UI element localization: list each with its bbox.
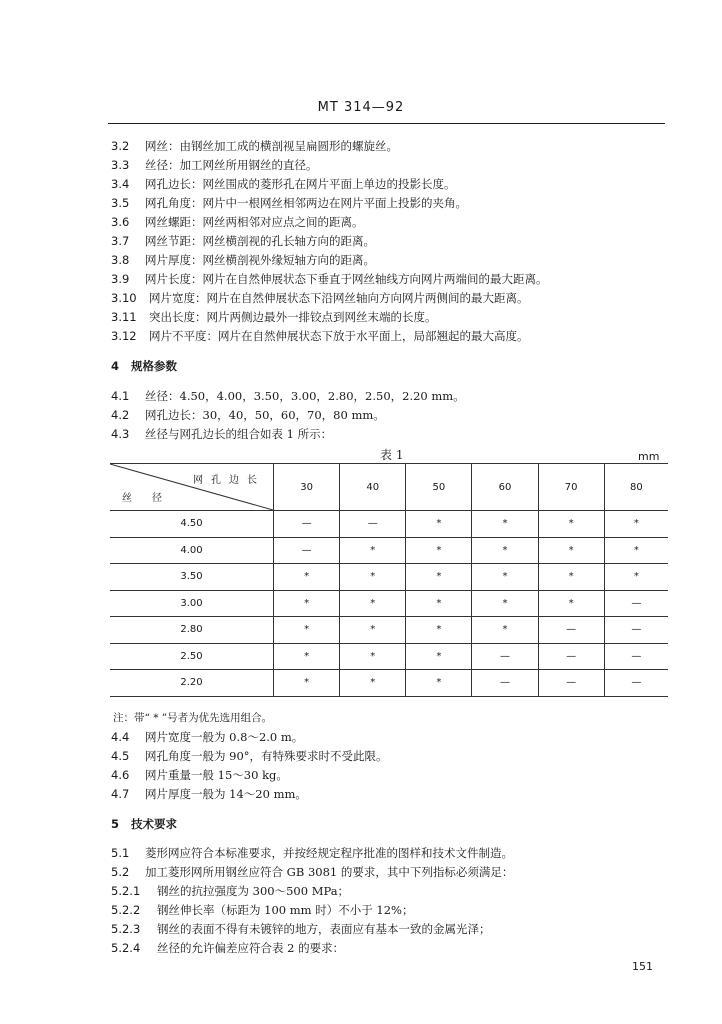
table-cell: *	[406, 643, 472, 670]
table-row	[110, 590, 668, 617]
item-text: 网孔边长：网丝围成的菱形孔在网片平面上单边的投影长度。	[145, 177, 456, 191]
item-number: 4.2	[111, 408, 130, 422]
section-title: 技术要求	[131, 817, 177, 831]
item-text: 网片厚度一般为 14～20 mm。	[145, 787, 307, 801]
item-text: 网丝节距：网丝横剖视的孔长轴方向的距离。	[145, 234, 375, 248]
table-cell: *	[274, 643, 340, 670]
item-number: 3.4	[111, 177, 130, 191]
item-text: 丝径与网孔边长的组合如表 1 所示：	[145, 427, 333, 441]
column-header: 70	[538, 464, 604, 511]
item-text: 突出长度：网片两侧边最外一排铰点到网丝末端的长度。	[149, 310, 437, 324]
item-number: 4.6	[111, 768, 130, 782]
item-text: 网丝螺距：网丝两相邻对应点之间的距离。	[145, 215, 364, 229]
table-cell: *	[538, 511, 604, 538]
requirement-item	[111, 940, 344, 956]
table-row	[110, 617, 668, 644]
item-text: 钢丝的表面不得有未镀锌的地方，表面应有基本一致的金属光泽；	[157, 922, 491, 936]
table-cell: *	[340, 590, 406, 617]
table-cell: —	[538, 670, 604, 697]
column-header: 60	[472, 464, 538, 511]
item-number: 4.5	[111, 749, 130, 763]
definition-item	[111, 157, 318, 173]
table-row	[110, 643, 668, 670]
table-cell: *	[538, 590, 604, 617]
corner-column-label: 网孔边长	[193, 475, 265, 486]
table-cell: —	[538, 643, 604, 670]
item-number: 3.2	[111, 139, 130, 153]
section-heading	[111, 358, 177, 374]
table-cell: —	[340, 511, 406, 538]
header-divider	[108, 123, 665, 124]
table-cell: —	[538, 617, 604, 644]
table-cell: *	[604, 537, 668, 564]
table-cell: —	[604, 590, 668, 617]
row-label: 2.20	[110, 670, 274, 697]
definition-item	[111, 138, 398, 154]
item-number: 3.11	[111, 310, 137, 324]
table-cell: *	[274, 617, 340, 644]
item-text: 网孔角度：网片中一根网丝相邻两边在网片平面上投影的夹角。	[145, 196, 467, 210]
section-heading	[111, 816, 177, 832]
item-number: 3.5	[111, 196, 130, 210]
table-cell: *	[538, 564, 604, 591]
requirement-item	[111, 921, 491, 937]
section-title: 规格参数	[131, 359, 177, 373]
table-header-row	[110, 464, 668, 511]
table-cell: —	[274, 537, 340, 564]
item-text: 网片重量一般 15～30 kg。	[145, 768, 288, 782]
requirement-item	[111, 845, 513, 861]
item-number: 5.2.3	[111, 922, 141, 936]
column-header: 40	[340, 464, 406, 511]
row-label: 4.00	[110, 537, 274, 564]
table-cell: *	[274, 670, 340, 697]
row-label: 3.50	[110, 564, 274, 591]
table-corner-cell	[110, 464, 274, 511]
spec-item	[111, 767, 288, 783]
table-cell: *	[340, 643, 406, 670]
spec-item	[111, 786, 307, 802]
table-cell: *	[472, 590, 538, 617]
table-cell: *	[406, 590, 472, 617]
table-cell: *	[406, 564, 472, 591]
spec-item	[111, 748, 388, 764]
table-cell: *	[340, 537, 406, 564]
item-number: 5.2.1	[111, 884, 141, 898]
table-cell: —	[604, 670, 668, 697]
item-text: 钢丝伸长率（标距为 100 mm 时）不小于 12%；	[157, 903, 414, 917]
section-number: 4	[111, 359, 120, 373]
item-text: 网片不平度：网片在自然伸展状态下放于水平面上，局部翘起的最大高度。	[149, 329, 529, 343]
table-note: 注：带“ * ”号者为优先选用组合。	[113, 712, 273, 724]
row-label: 3.00	[110, 590, 274, 617]
section-number: 5	[111, 817, 120, 831]
definition-item	[111, 176, 456, 192]
definition-item	[111, 309, 437, 325]
requirement-item	[111, 883, 349, 899]
table-cell: *	[340, 670, 406, 697]
page-number: 151	[632, 960, 653, 973]
item-text: 网孔边长：30，40，50，60，70，80 mm。	[145, 408, 385, 422]
row-label: 2.50	[110, 643, 274, 670]
table-cell: *	[604, 511, 668, 538]
definition-item	[111, 328, 529, 344]
table-cell: *	[274, 590, 340, 617]
spec-item	[111, 729, 303, 745]
table-row	[110, 537, 668, 564]
item-number: 3.10	[111, 291, 137, 305]
corner-row-label: 丝径	[122, 493, 182, 504]
item-text: 网片宽度：网片在自然伸展状态下沿网丝轴向方向网片两侧间的最大距离。	[149, 291, 529, 305]
definition-item	[111, 195, 467, 211]
requirement-item	[111, 902, 413, 918]
table-cell: *	[472, 537, 538, 564]
item-number: 3.9	[111, 272, 130, 286]
definition-item	[111, 271, 548, 287]
item-text: 丝径：加工网丝所用钢丝的直径。	[145, 158, 318, 172]
item-number: 5.2.4	[111, 941, 141, 955]
item-text: 网片厚度：网丝横剖视外缘短轴方向的距离。	[145, 253, 375, 267]
column-header: 80	[604, 464, 668, 511]
table-cell: *	[472, 511, 538, 538]
table-cell: *	[406, 511, 472, 538]
spec-item	[111, 426, 332, 442]
table-cell: —	[604, 643, 668, 670]
table-cell: *	[538, 537, 604, 564]
column-header: 30	[274, 464, 340, 511]
table-row	[110, 564, 668, 591]
item-number: 4.1	[111, 389, 130, 403]
row-label: 2.80	[110, 617, 274, 644]
item-number: 3.12	[111, 329, 137, 343]
item-text: 网丝：由钢丝加工成的横剖视呈扁圆形的螺旋丝。	[145, 139, 398, 153]
table-cell: —	[274, 511, 340, 538]
item-text: 菱形网应符合本标准要求，并按经规定程序批准的图样和技术文件制造。	[145, 846, 513, 860]
table-cell: *	[406, 617, 472, 644]
table-cell: *	[274, 564, 340, 591]
page-header: MT 314—92	[317, 100, 405, 115]
item-number: 3.6	[111, 215, 130, 229]
item-number: 5.2.2	[111, 903, 141, 917]
item-number: 5.1	[111, 846, 130, 860]
table-unit: mm	[638, 450, 660, 463]
item-number: 3.8	[111, 253, 130, 267]
definition-item	[111, 233, 375, 249]
table-cell: *	[340, 617, 406, 644]
table-cell: *	[340, 564, 406, 591]
table-cell: —	[472, 643, 538, 670]
table-cell: *	[472, 564, 538, 591]
table-caption: 表 1	[380, 448, 404, 462]
spec-item	[111, 407, 385, 423]
column-header: 50	[406, 464, 472, 511]
table-cell: *	[472, 617, 538, 644]
definition-item	[111, 290, 529, 306]
table-cell: *	[604, 564, 668, 591]
table-row	[110, 511, 668, 538]
item-number: 4.4	[111, 730, 130, 744]
item-number: 4.3	[111, 427, 130, 441]
table-cell: *	[406, 670, 472, 697]
item-text: 网孔角度一般为 90°，有特殊要求时不受此限。	[145, 749, 388, 763]
table-cell: *	[406, 537, 472, 564]
table-cell: —	[472, 670, 538, 697]
spec-table	[110, 463, 668, 697]
item-number: 3.3	[111, 158, 130, 172]
item-number: 5.2	[111, 865, 130, 879]
item-number: 3.7	[111, 234, 130, 248]
item-text: 网片宽度一般为 0.8～2.0 m。	[145, 730, 304, 744]
definition-item	[111, 252, 375, 268]
spec-item	[111, 388, 465, 404]
item-text: 网片长度：网片在自然伸展状态下垂直于网丝轴线方向网片两端间的最大距离。	[145, 272, 548, 286]
item-text: 加工菱形网所用钢丝应符合 GB 3081 的要求，其中下列指标必须满足：	[145, 865, 514, 879]
row-label: 4.50	[110, 511, 274, 538]
item-text: 丝径：4.50，4.00，3.50，3.00，2.80，2.50，2.20 mm。	[145, 389, 465, 403]
item-text: 钢丝的抗拉强度为 300～500 MPa；	[157, 884, 350, 898]
requirement-item	[111, 864, 513, 880]
item-number: 4.7	[111, 787, 130, 801]
table-row	[110, 670, 668, 697]
table-cell: —	[604, 617, 668, 644]
item-text: 丝径的允许偏差应符合表 2 的要求：	[157, 941, 345, 955]
definition-item	[111, 214, 364, 230]
